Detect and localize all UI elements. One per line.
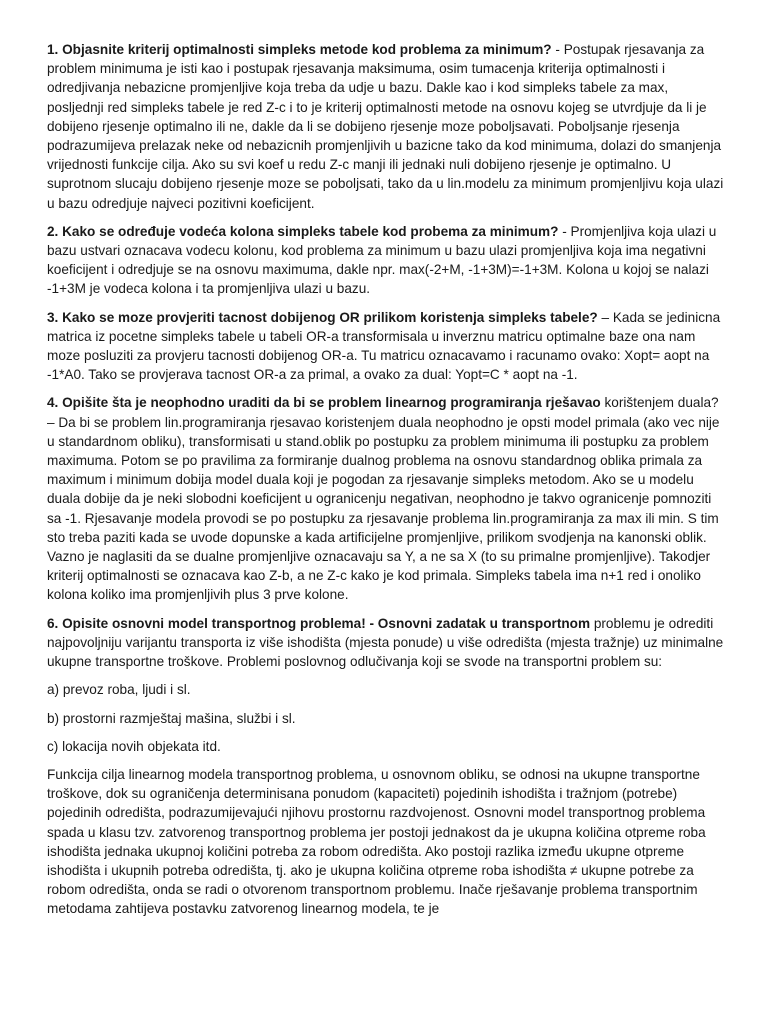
question-3-heading: 3. Kako se moze provjeriti tacnost dobijenog OR prilikom koristenja simpleks tabele? xyxy=(47,309,598,325)
list-item: a) prevoz roba, ljudi i sl. xyxy=(47,682,191,698)
answer-2-text: - Promjenljiva koja ulazi u bazu ustvari oznacava vodecu kolonu, kod problema za minimum u bazu ulazi promjenljiva koja ima negativni koeficijent i odredjuje se na osnovu maximuma, dakle npr. max(-2+M, -1+3M)=-1+3M. Kolona u kojoj se nalazi -1+3M je vodeca kolona i ta promjenljiva ulazi u bazu. xyxy=(47,223,717,297)
paragraph-q4 xyxy=(47,393,725,604)
document-page xyxy=(47,40,725,928)
paragraph-q6 xyxy=(47,614,725,672)
paragraph-q2 xyxy=(47,222,725,299)
question-4-heading: 4. Opišite šta je neophodno uraditi da bi se problem linearnog programiranja rješavao xyxy=(47,395,601,411)
answer-4-text: korištenjem duala? – Da bi se problem lin.programiranja rjesavao koristenjem duala neophodno je opsti model primala (ako vec nije u standardnom obliku), transformisati u stand.oblik po postupku za problem minimuma ili postupku za problem maximuma. Potom se po pravilima za formiranje dualnog problema na osnovu standardnog oblika primala za maximum i minimum dobija model duala koji je pogodan za rjesavanje simpleks metodom. Ako se u modelu duala dobije da je neki slobodni koeficijent u ogranicenju negativan, neophodno je takvo ogranicenje pomnoziti sa -1. Rjesavanje modela provodi se po postupku za rjesavanje problema lin.programiranja za max ili min. S tim sto treba paziti kada se uvode dopunske a kada artificijelne promjenljive, prilikom svodjenja na kanonski oblik. Vazno je naglasiti da se dualne promjenljive oznacavaju sa Y, a ne sa X (to su primalne promjenljive). Takodjer kriterij optimalnosti se oznacava kao Z-b, a ne Z-c kako je kod primala. Simpleks tabela ima n+1 red i onoliko kolona koliko ima promjenljivih plus 3 prve kolone. xyxy=(47,395,720,603)
list-item: b) prostorni razmještaj mašina, službi i sl. xyxy=(47,710,296,726)
list-item: c) lokacija novih objekata itd. xyxy=(47,738,221,754)
answer-6-text: problemu je odrediti najpovoljniju varijantu transporta iz više ishodišta (mjesta ponude) u više odredišta (mjesta tražnje) uz minimalne ukupne transportne troškove. Problemi poslovnog odlučivanja koji se svode na transportni problem su: xyxy=(47,615,724,670)
question-2-heading: 2. Kako se određuje vodeća kolona simpleks tabele kod probema za minimum? xyxy=(47,223,559,239)
answer-1-text: - Postupak rjesavanja za problem minimuma je isti kao i postupak rjesavanja maksimuma, osim tumacenja kriterija optimalnosti i odredjivanja nebazicne promjenljive koja treba da udje u bazu. Dakle kao i kod simpleks tabele za max, posljednji red simpleks tabele je red Z-c i to je kriterij optimalnosti metode na osnovu kojeg se utvrdjuje da li je dobijeno rjesenje optimalno ili ne, dakle da li se dobijeno rjesenje moze poboljsavati. Poboljsanje rjesenja podrazumijeva prelazak neke od nebazicnih promjenljivih u bazicne tako da kod minimuma, dolazi do smanjenja vrijednosti funkcije cilja. Ako su svi koef u redu Z-c manji ili jednaki nuli dobijeno rjesenje je optimalno. U suprotnom slucaju dobijeno rjesenje moze se poboljsati, tako da u lin.modelu za minimum promjenljivu koja ulazi u bazu odredjuje najveci pozitivni koeficijent. xyxy=(47,42,724,211)
answer-3-text: – Kada se jedinicna matrica iz pocetne simpleks tabele u tabeli OR-a transformisala u inverznu matricu optimalne baze ona nam moze posluziti za provjeru tacnosti dobijenog OR-a. Tu matricu oznacavamo i racunamo ovako: Xopt= aopt na -1*A0. Tako se provjerava tacnost OR-a za primal, a ovako za dual: Yopt=C * aopt na -1. xyxy=(47,309,721,383)
question-6-heading: 6. Opisite osnovni model transportnog problema! - Osnovni zadatak u transportnom xyxy=(47,615,591,631)
question-1-heading: 1. Objasnite kriterij optimalnosti simpleks metode kod problema za minimum? xyxy=(47,42,552,57)
paragraph-q3 xyxy=(47,308,725,385)
paragraph-closing: Funkcija cilja linearnog modela transportnog problema, u osnovnom obliku, se odnosi na ukupne transportne troškove, dok su ograničenja determinisana ponudom (kapaciteti) pojedinih ishodišta i tražnjom (potrebe) pojedinih odredišta, podrazumijevajući njihovu prostornu razdvojenost. Osnovni model transportnog problema spada u klasu tzv. zatvorenog transportnog problema jer postoji jednakost da je ukupna količina otpreme roba ishodišta jednaka ukupnoj količini potreba za robom odredišta. Ako postoji razlika između ukupne otpreme ishodišta i ukupnih potreba odredišta, tj. ako je ukupna količina otpreme roba ishodišta ≠ ukupne potrebe za robom odredišta, onda se radi o otvorenom transportnom problemu. Inače rješavanje problema transportnim metodama zahtijeva postavku zatvorenog linearnog modela, te je xyxy=(47,766,706,917)
paragraph-q1 xyxy=(47,40,725,213)
